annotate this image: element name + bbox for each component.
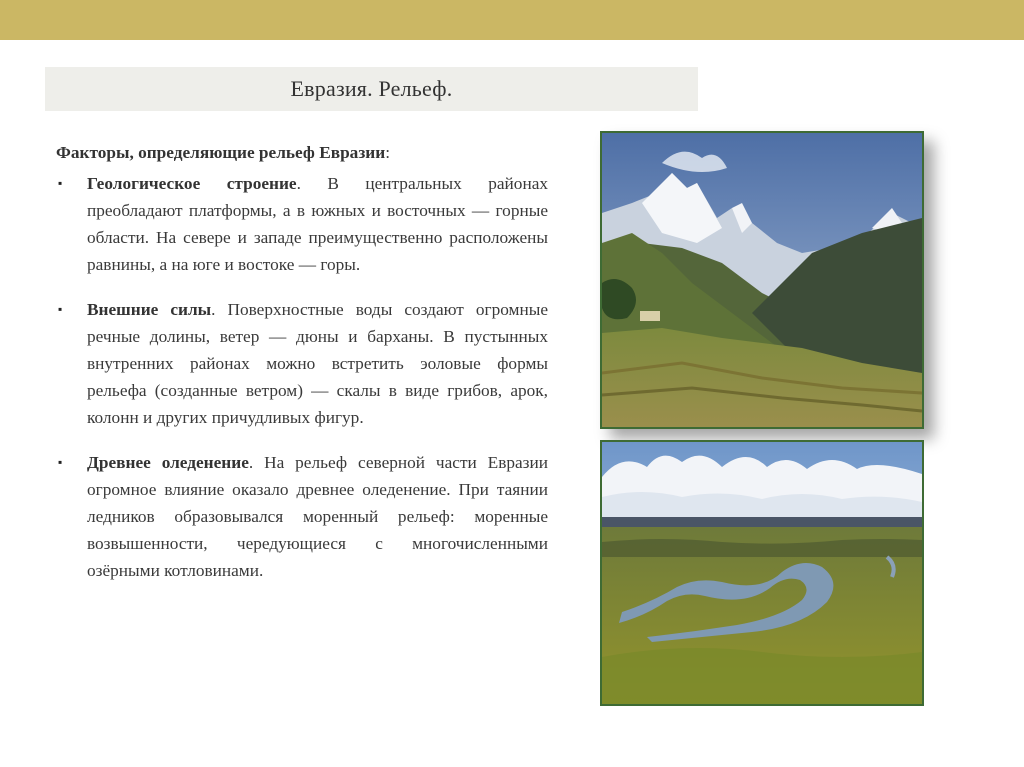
intro-colon: : (385, 143, 390, 162)
item-term: Древнее оледенение (87, 453, 249, 472)
item-term: Геологическое строение (87, 174, 297, 193)
intro-bold: Факторы, определяющие рельеф Евразии (56, 143, 386, 162)
item-text: . В центральных районах преобладают платформы, а в южных и восточных — горные области. На севере и западе преимущественно расположены равнины, а на юге и востоке — горы. (87, 174, 549, 274)
intro-line (56, 139, 548, 166)
list-item (56, 449, 548, 584)
mountain-photo (600, 131, 924, 429)
item-text: . На рельеф северной части Евразии огромное влияние оказало древнее оледенение. При таянии ледников образовывался моренный рельеф: моренные возвышенности, чередующиеся с многочисленными озёрными котловинами. (87, 453, 548, 580)
forest-river-photo (600, 440, 924, 706)
bullet-icon: ▪ (58, 302, 63, 316)
factor-list (56, 170, 548, 584)
item-text: . Поверхностные воды создают огромные речные долины, ветер — дюны и барханы. В пустынных внутренних районах можно встретить эоловые формы рельефа (созданные ветром) — скалы в виде грибов, арок, колонн и других причудливых фигур. (87, 300, 549, 427)
top-accent-band (0, 0, 1024, 40)
bullet-icon: ▪ (58, 176, 63, 190)
item-term: Внешние силы (87, 300, 212, 319)
text-content (56, 139, 548, 602)
list-item (56, 170, 548, 278)
list-item (56, 296, 548, 431)
title-box (45, 67, 698, 111)
slide-title: Евразия. Рельеф. (290, 76, 453, 101)
bullet-icon: ▪ (58, 455, 63, 469)
